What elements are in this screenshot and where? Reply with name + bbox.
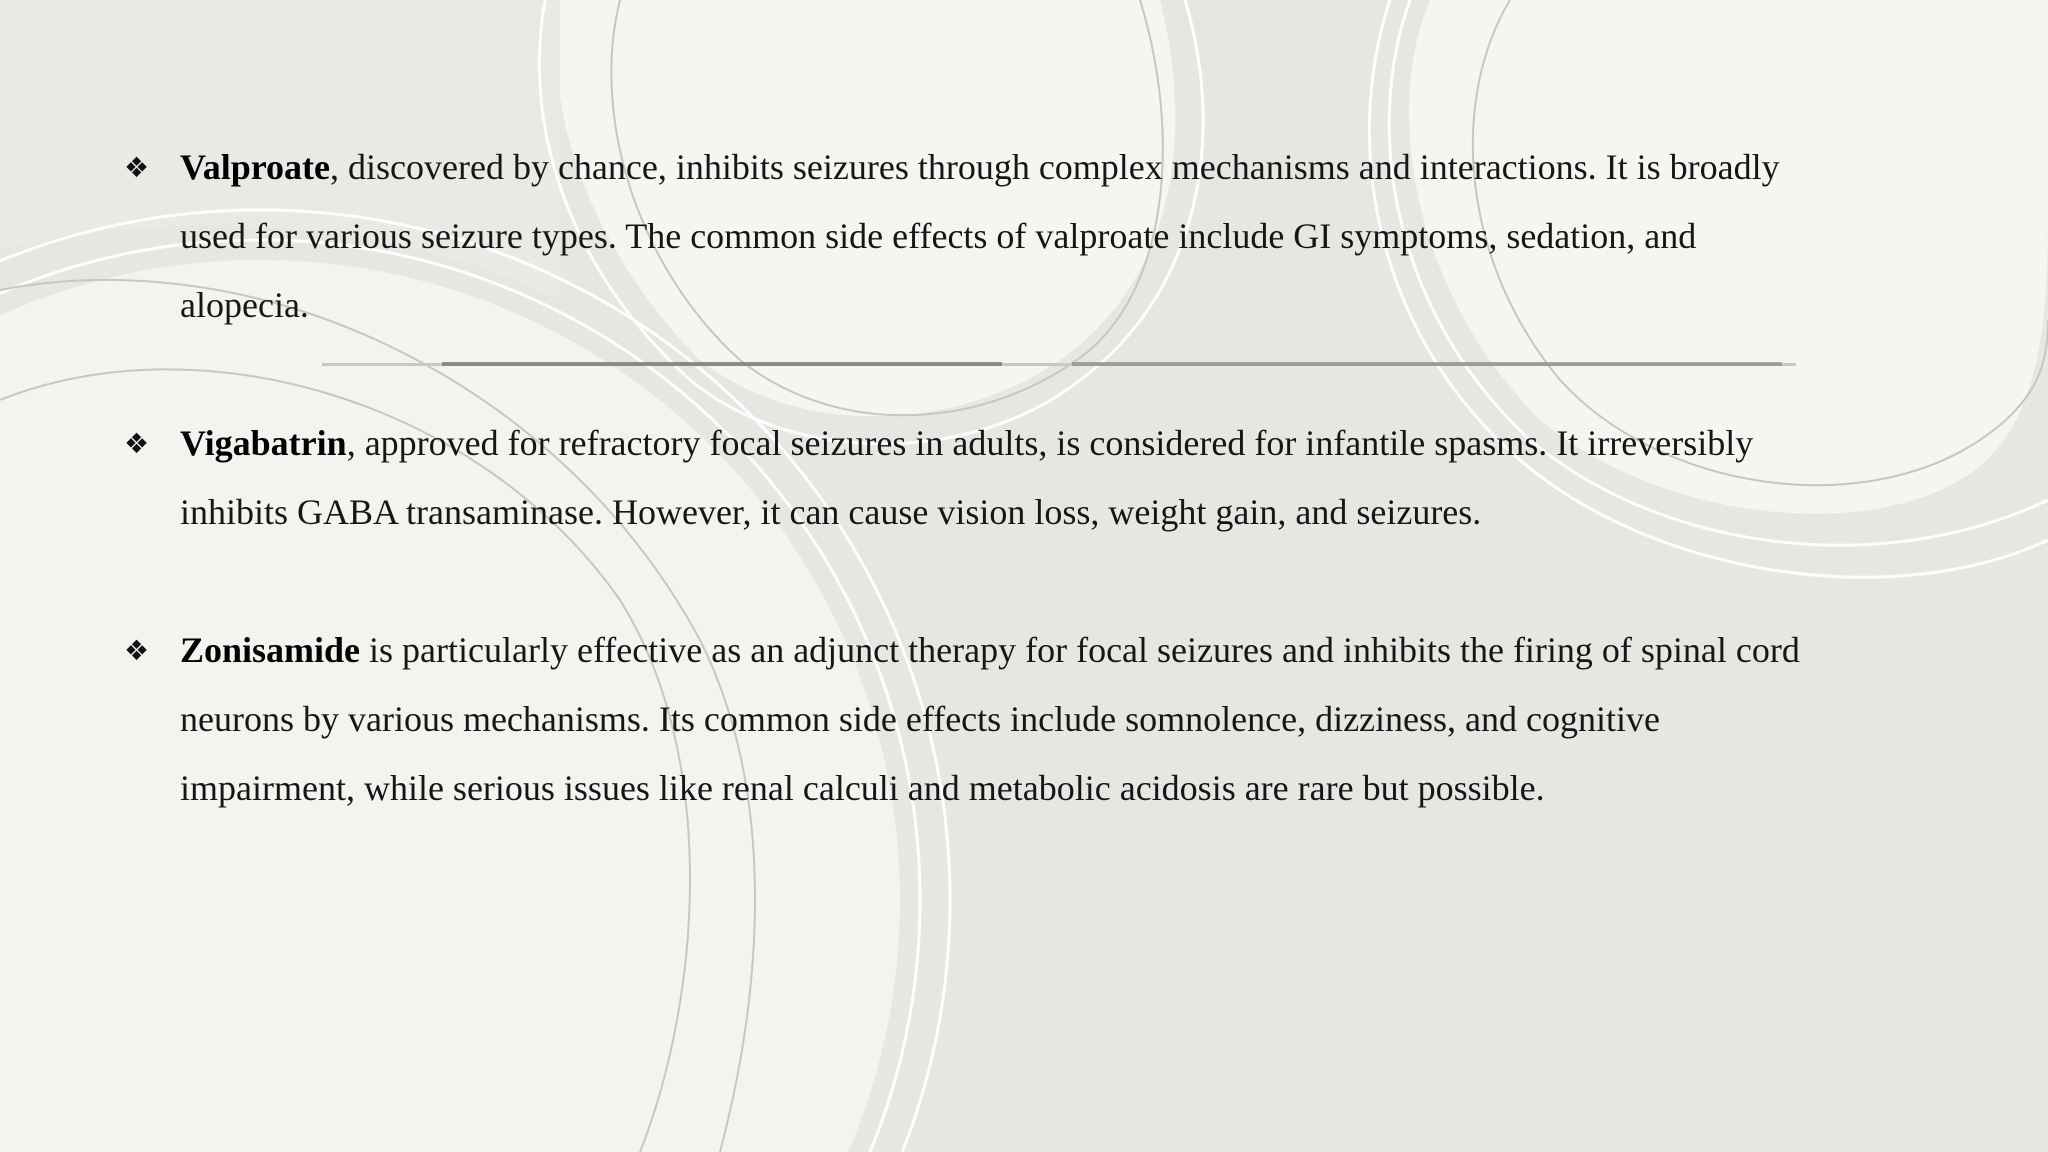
bullet-diamond-icon: ❖ [124, 427, 150, 460]
bullet-description-zonisamide: is particularly effective as an adjunct therapy for focal seizures and inhibits the firing of spinal cord neurons by various mechanisms. Its common side effects include somnolence, dizziness, and cognitive impairment, while serious issues like renal calculi and metabolic acidosis are rare but possible. [180, 630, 1800, 808]
bullet-item-valproate [124, 133, 1824, 340]
bullet-text-vigabatrin [180, 409, 1820, 547]
bullet-item-vigabatrin [124, 409, 1824, 547]
bullet-diamond-icon: ❖ [124, 634, 150, 667]
bullet-description-valproate: , discovered by chance, inhibits seizures through complex mechanisms and interactions. It is broadly used for various seizure types. The common side effects of valproate include GI symptoms, sedation, and alopecia. [180, 147, 1780, 325]
section-divider [322, 362, 1796, 367]
drug-name-valproate: Valproate [180, 147, 331, 187]
bullet-description-vigabatrin: , approved for refractory focal seizures in adults, is considered for infantile spasms. It irreversibly inhibits GABA transaminase. However, it can cause vision loss, weight gain, and seizures. [180, 423, 1754, 532]
bullet-diamond-icon: ❖ [124, 151, 150, 184]
bullet-item-zonisamide [124, 616, 1824, 823]
drug-name-vigabatrin: Vigabatrin [180, 423, 347, 463]
drug-name-zonisamide: Zonisamide [180, 630, 361, 670]
bullet-text-zonisamide [180, 616, 1820, 823]
bullet-text-valproate [180, 133, 1820, 340]
